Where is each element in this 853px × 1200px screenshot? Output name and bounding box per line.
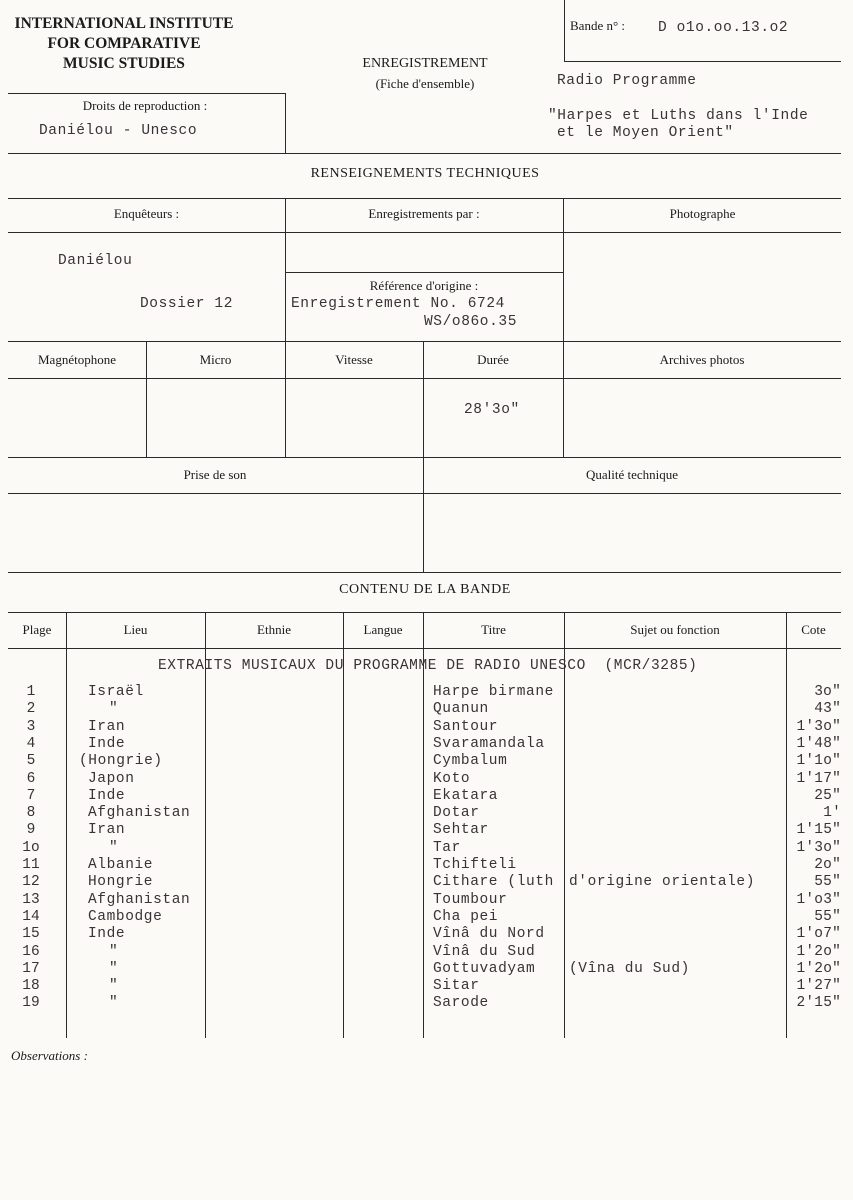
track-plage: 12 [22,874,40,891]
track-titre: Cha pei [433,908,499,925]
table-row [0,736,853,753]
track-lieu: Iran [88,822,126,839]
track-plage: 8 [26,805,36,822]
qualite-technique-label: Qualité technique [585,467,679,482]
photographe-label: Photographe [669,206,736,221]
bande-number: D o1o.oo.13.o2 [658,20,789,36]
institute-line-1: INTERNATIONAL INSTITUTE [14,15,234,32]
track-cote: 1'15" [796,822,841,839]
reference-label: Référence d'origine : [369,278,479,293]
track-plage: 18 [22,978,40,995]
col-lieu: Lieu [123,622,148,637]
institute-line-3: MUSIC STUDIES [63,55,185,72]
track-lieu: " [109,978,119,995]
track-cote: 1'48" [796,735,841,752]
table-row [0,874,853,891]
institute-line-2: FOR COMPARATIVE [47,35,201,52]
table-row [0,961,853,978]
bande-label: Bande n° : [570,18,626,33]
header-vitesse: Vitesse [335,352,373,367]
track-titre: Dotar [433,805,480,822]
track-lieu: Inde [88,926,126,943]
track-titre: Tar [433,839,461,856]
table-row [0,857,853,874]
track-plage: 3 [26,718,36,735]
track-cote: 55" [814,874,841,891]
col-titre: Titre [481,622,506,637]
track-cote: 1'2o" [796,960,841,977]
track-titre: Santour [433,718,499,735]
track-lieu: Inde [88,787,126,804]
track-titre: Vînâ du Nord [433,926,545,943]
header-duree: Durée [477,352,509,367]
duree-value: 28'3o" [464,402,520,418]
track-plage: 17 [22,960,40,977]
track-titre: Cithare (luth [433,874,554,891]
track-lieu: Cambodge [88,908,163,925]
droits-label: Droits de reproduction : [82,98,208,113]
renseignements-title: RENSEIGNEMENTS TECHNIQUES [310,166,540,181]
reference-line-1: Enregistrement No. 6724 [291,296,505,312]
track-lieu: Israël [88,684,144,700]
track-plage: 1 [26,684,36,700]
observations-label: Observations : [11,1048,88,1063]
table-row [0,995,853,1012]
track-titre: Svaramandala [433,735,545,752]
prise-de-son-label: Prise de son [183,467,247,482]
header-magnetophone: Magnétophone [38,352,116,367]
table-row [0,944,853,961]
table-row [0,753,853,770]
track-cote: 1'2o" [796,943,841,960]
droits-value: Daniélou - Unesco [39,123,198,139]
header-micro: Micro [199,352,232,367]
track-sujet: d'origine orientale) [569,874,756,891]
track-plage: 1o [22,839,40,856]
track-plage: 5 [26,753,36,770]
header-archives-photos: Archives photos [659,352,745,367]
track-titre: Quanun [433,701,489,718]
table-row [0,822,853,839]
enregistrement-title: ENREGISTREMENT [362,56,488,71]
track-titre: Vînâ du Sud [433,943,536,960]
track-plage: 6 [26,770,36,787]
col-cote: Cote [801,622,826,637]
programme-line-2: "Harpes et Luths dans l'Inde [548,108,809,124]
table-row [0,978,853,995]
track-lieu: Hongrie [88,874,154,891]
track-cote: 25" [814,787,841,804]
track-cote: 1' [823,805,841,822]
track-lieu: Iran [88,718,126,735]
track-lieu: " [109,960,119,977]
track-lieu: Afghanistan [88,805,191,822]
track-lieu: Afghanistan [88,891,191,908]
table-row [0,909,853,926]
track-lieu: " [109,943,119,960]
track-sujet: (Vîna du Sud) [569,960,690,977]
table-row [0,840,853,857]
enqueteur-name: Daniélou [58,253,133,269]
track-cote: 1'17" [796,770,841,787]
track-cote: 1'3o" [796,839,841,856]
enregistrement-subtitle: (Fiche d'ensemble) [375,76,475,91]
table-row [0,771,853,788]
track-titre: Gottuvadyam [433,960,536,977]
track-plage: 15 [22,926,40,943]
track-plage: 2 [26,701,36,718]
track-lieu: " [109,839,119,856]
col-plage: Plage [22,622,52,637]
enqueteurs-label: Enquêteurs : [113,206,180,221]
track-cote: 55" [814,908,841,925]
track-cote: 1'o3" [796,891,841,908]
reference-line-2: WS/o86o.35 [424,314,518,330]
table-row [0,719,853,736]
track-plage: 4 [26,735,36,752]
track-plage: 19 [22,995,40,1012]
track-titre: Sarode [433,995,489,1012]
track-plage: 14 [22,908,40,925]
track-titre: Sitar [433,978,480,995]
track-titre: Ekatara [433,787,499,804]
track-titre: Harpe birmane [433,684,554,700]
track-plage: 11 [22,857,40,873]
track-cote: 43" [814,701,841,718]
track-titre: Koto [433,770,471,787]
col-sujet: Sujet ou fonction [630,622,720,637]
table-row [0,926,853,943]
track-cote: 1'3o" [796,718,841,735]
track-lieu: Albanie [88,857,154,873]
track-cote: 2o" [814,857,841,873]
track-cote: 1'1o" [796,753,841,770]
track-cote: 1'27" [796,978,841,995]
institute-name [8,14,240,74]
track-titre: Tchifteli [433,857,517,873]
track-titre: Toumbour [433,891,508,908]
track-titre: Cymbalum [433,753,508,770]
extraits-heading: EXTRAITS MUSICAUX DU PROGRAMME DE RADIO UNESCO (MCR/3285) [158,658,698,674]
track-plage: 7 [26,787,36,804]
track-plage: 13 [22,891,40,908]
col-ethnie: Ethnie [257,622,291,637]
track-titre: Sehtar [433,822,489,839]
table-row [0,701,853,718]
track-lieu: Inde [88,735,126,752]
track-lieu: " [109,995,119,1012]
track-cote: 1'o7" [796,926,841,943]
programme-line-3: et le Moyen Orient" [557,125,734,141]
table-row [0,684,853,701]
table-row [0,788,853,805]
track-plage: 16 [22,943,40,960]
track-lieu: Japon [88,770,135,787]
table-row [0,805,853,822]
track-lieu: " [109,701,119,718]
track-cote: 2'15" [796,995,841,1012]
contenu-title: CONTENU DE LA BANDE [339,582,511,597]
col-langue: Langue [363,622,403,637]
track-lieu: (Hongrie) [79,753,163,770]
enregistrements-par-label: Enregistrements par : [368,206,480,221]
table-row [0,892,853,909]
track-cote: 3o" [814,684,841,700]
dossier-number: Dossier 12 [140,296,234,312]
track-plage: 9 [26,822,36,839]
programme-line-1: Radio Programme [557,73,697,89]
